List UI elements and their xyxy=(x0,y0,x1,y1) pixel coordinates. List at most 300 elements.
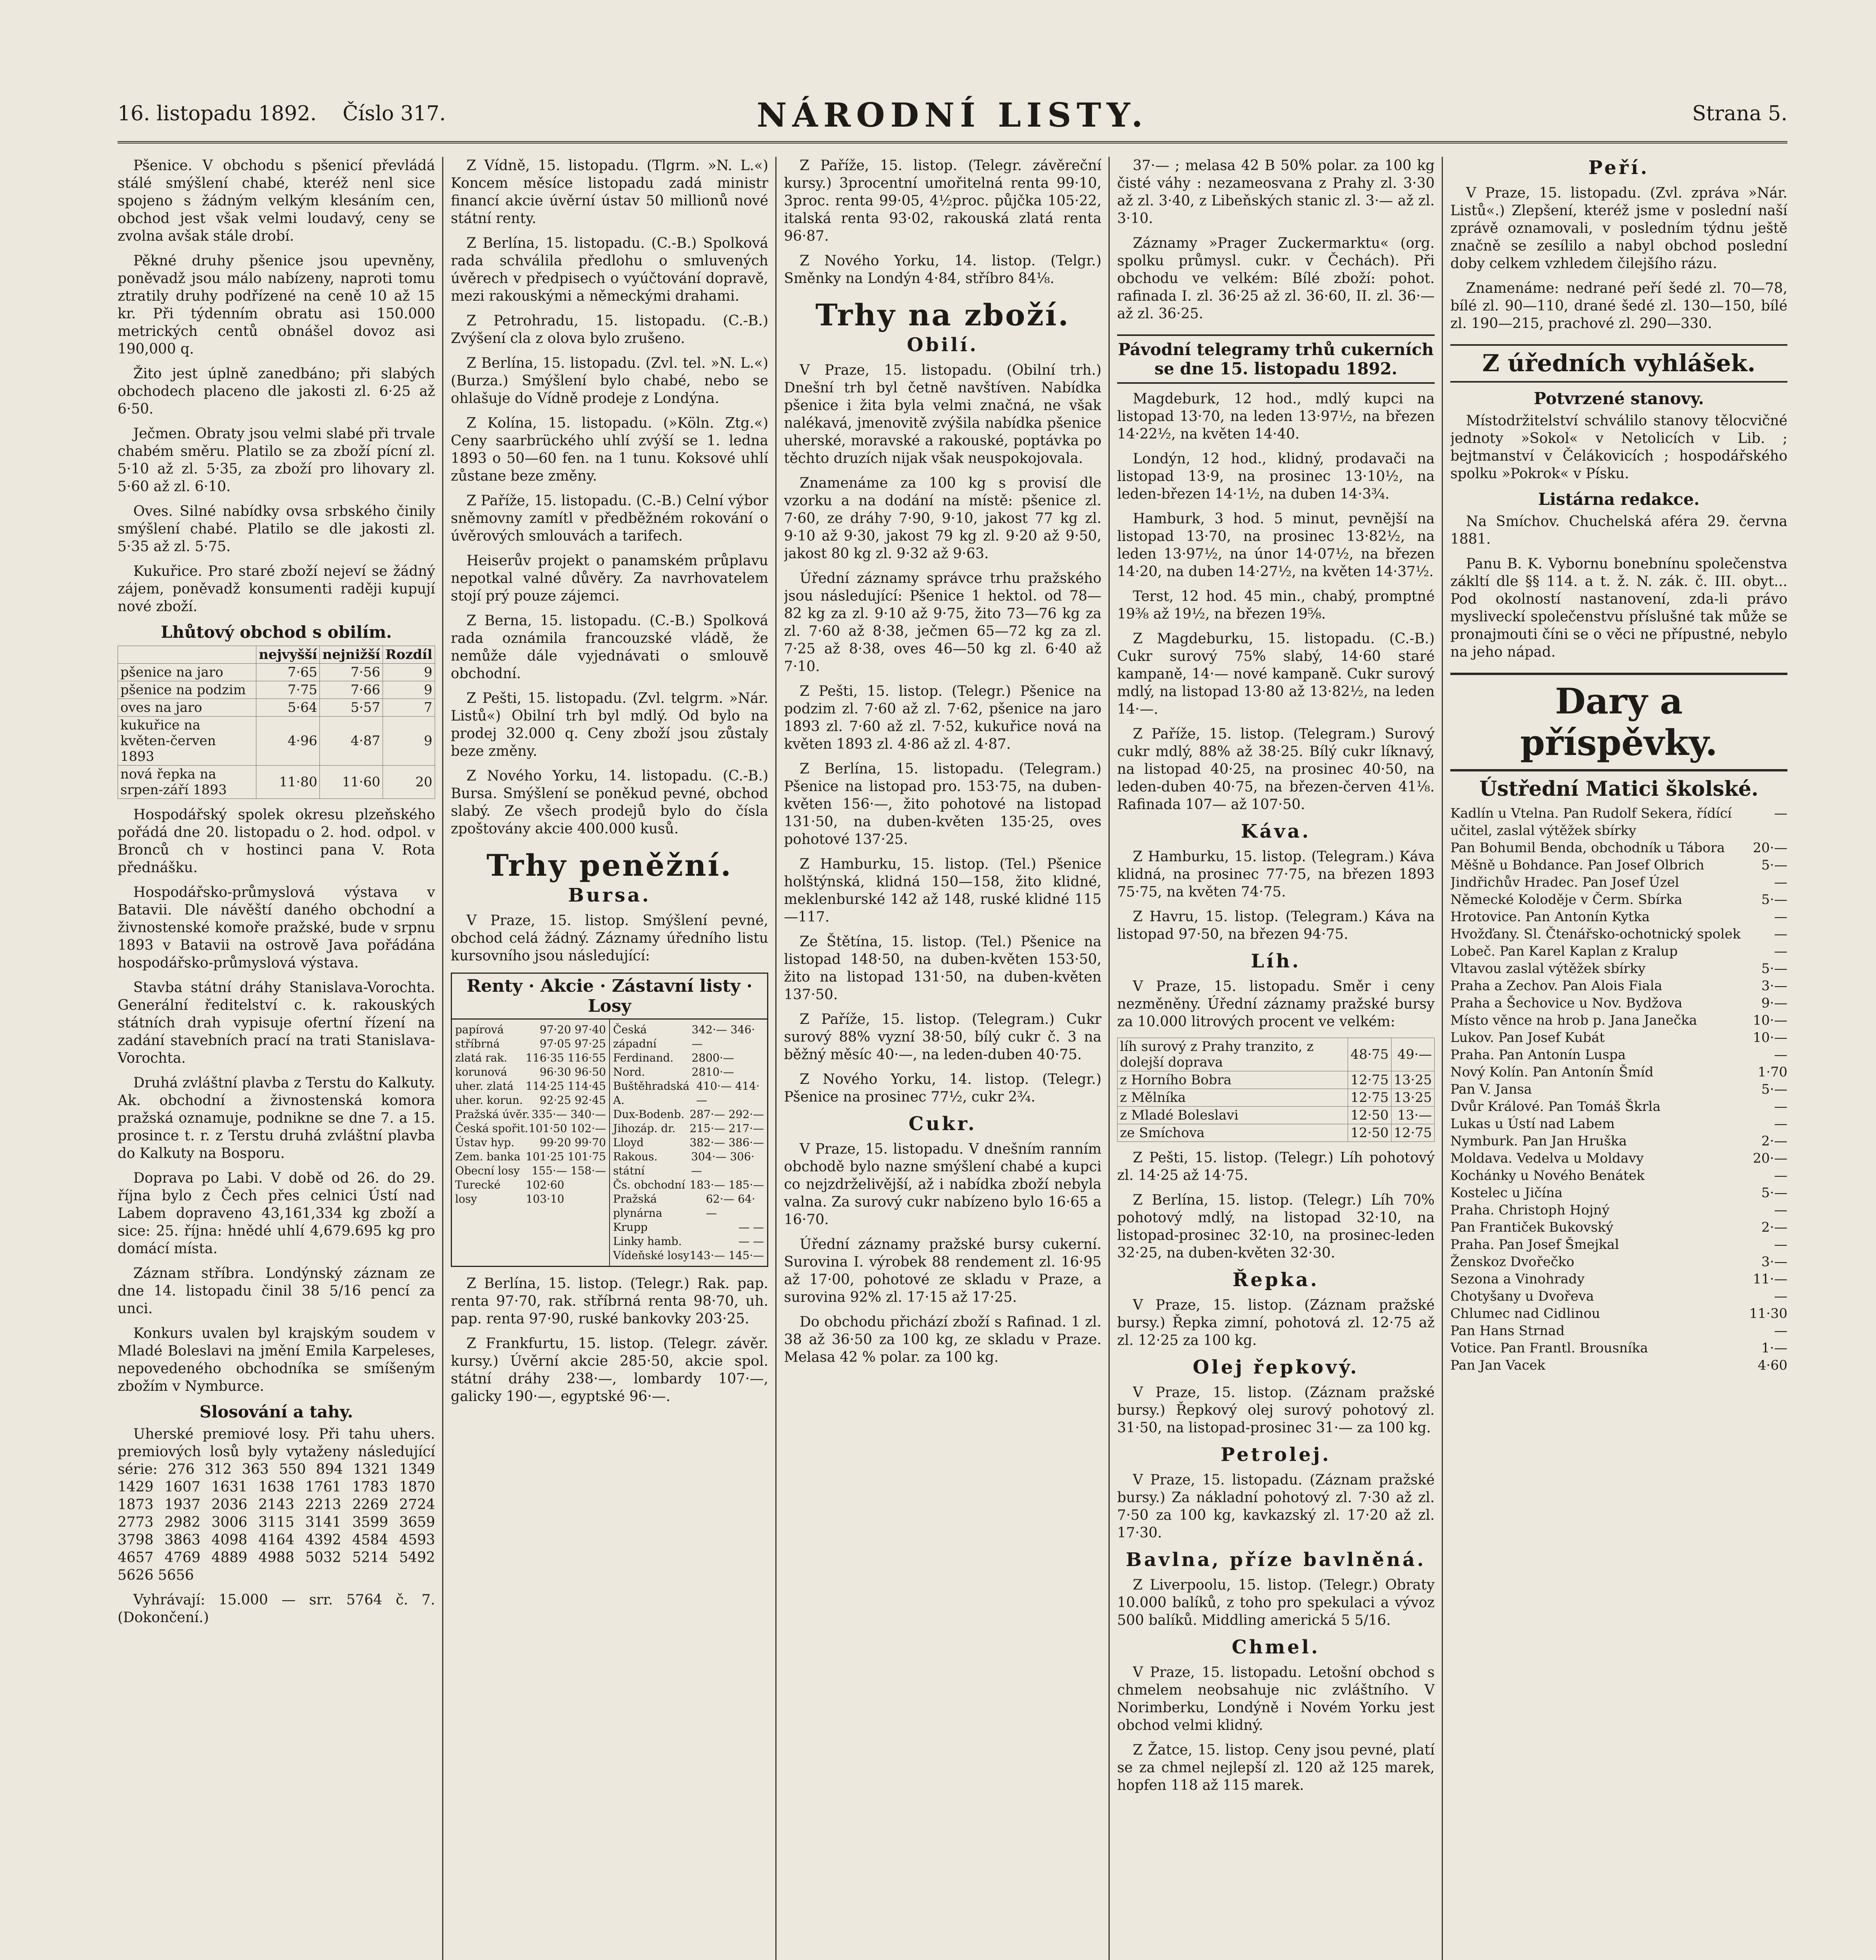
table-cell: 9 xyxy=(383,664,435,681)
article-paragraph: Z Paříže, 15. listop. (Telegram.) Surový cukr mdlý, 88% až 38·25. Bílý cukr líknavý, na listopad 40·25, na prosinec 40·50, na leden-duben 40·75, na březen-červen 41⅛. Rafinada 107— až 107·50. xyxy=(1117,726,1435,813)
stock-table-left xyxy=(452,1020,610,1266)
stock-name: uher. korun. xyxy=(455,1094,523,1107)
article-paragraph: Žito jest úplně zanedbáno; při slabých obchodech placeno dle jakosti zl. 6·25 až 6·50. xyxy=(118,366,435,417)
section-subheading: Chmel. xyxy=(1232,1636,1320,1658)
stock-name: Turecké losy xyxy=(455,1178,501,1205)
donor-text: Moldava. Vedelva u Moldavy xyxy=(1450,1151,1644,1166)
table-cell: 9 xyxy=(383,717,435,766)
table-row xyxy=(118,681,435,699)
stock-price: 155·— 158·— xyxy=(532,1164,606,1177)
stock-price: 342·— 346·— xyxy=(691,1023,755,1050)
donation-row xyxy=(1450,926,1787,943)
donation-amount: 10·— xyxy=(1753,1013,1787,1028)
donation-amount: 5·— xyxy=(1761,857,1787,873)
stock-price: 99·20 99·70 xyxy=(539,1136,606,1149)
stock-row xyxy=(455,1164,606,1178)
issue-number: Číslo 317. xyxy=(342,102,446,125)
table-cell: 13·— xyxy=(1391,1107,1434,1124)
donor-text: Místo věnce na hrob p. Jana Janečka xyxy=(1450,1013,1697,1028)
stock-name: korunová xyxy=(455,1065,507,1078)
donation-row xyxy=(1450,874,1787,891)
donor-text: Praha a Šechovice u Nov. Bydžova xyxy=(1450,995,1682,1011)
donation-row xyxy=(1450,960,1787,977)
stock-name: Dux-Bodenb. xyxy=(613,1108,685,1121)
table-row xyxy=(1118,1071,1435,1089)
table-cell: pšenice na jaro xyxy=(118,664,256,681)
article-paragraph: Magdeburk, 12 hod., mdlý kupci na listopad 13·70, na leden 13·97½, na březen 14·22½, na květen 14·40. xyxy=(1117,391,1435,442)
donation-amount: 2·— xyxy=(1761,1220,1787,1235)
table-cell: 7·66 xyxy=(320,681,383,699)
page-number: Strana 5. xyxy=(1692,102,1787,125)
donation-amount: 5·— xyxy=(1761,961,1787,976)
donation-amount: 5·— xyxy=(1761,1185,1787,1201)
boxed-heading: Pávodní telegramy trhů cukerních se dne 15. listopadu 1892. xyxy=(1117,334,1435,384)
stock-row xyxy=(455,1093,606,1107)
article-paragraph: Ječmen. Obraty jsou velmi slabé při trvale chabém směru. Platilo se za zboží pícní zl. 5·10 až zl. 5·35, za zboží pro lihovary zl. 5·60 až zl. 6·10. xyxy=(118,426,435,495)
section-subheading: Obilí. xyxy=(907,334,979,356)
article-paragraph: Z Havru, 15. listop. (Telegram.) Káva na listopad 97·50, na březen 94·75. xyxy=(1117,909,1435,942)
article-paragraph: Záznamy »Prager Zuckermarktu« (org. spolku průmysl. cukr. v Čechách). Při obchodu ve velkém: Bílé zboží: pohot. rafinada I. zl. 36·25 až zl. 36·60, II. zl. 36·— až zl. 36·25. xyxy=(1117,235,1435,322)
table-row xyxy=(1118,1038,1435,1071)
article-paragraph: V Praze, 15. listopadu. V dnešním ranním obchodě bylo nazne smýšlení chabé a kupci co nejzdrželivější, až i nabídka zboží nebyla valna. Za surový cukr nabízeno bylo 16·65 a 16·70. xyxy=(784,1141,1101,1228)
donation-amount: 10·— xyxy=(1753,1030,1787,1045)
donation-row xyxy=(1450,1081,1787,1098)
table-header-cell: Rozdíl xyxy=(383,646,435,664)
donor-text: Praha a Zechov. Pan Alois Fiala xyxy=(1450,978,1662,994)
donation-amount: — xyxy=(1774,1202,1787,1218)
section-subheading: Káva. xyxy=(1241,820,1311,842)
donation-amount: 9·— xyxy=(1761,995,1787,1011)
donation-amount: — xyxy=(1774,1168,1787,1183)
donation-amount: 1·70 xyxy=(1758,1064,1787,1080)
column-divider xyxy=(1442,157,1443,1960)
stock-price: 183·— 185·— xyxy=(689,1178,764,1191)
table-cell: líh surový z Prahy tranzito, z dolejší doprava xyxy=(1118,1038,1348,1071)
article-paragraph: V Praze, 15. listopadu. (Záznam pražské bursy.) Za nákladní pohotový zl. 7·30 až zl. 7·50 za 100 kg, kavkazský zl. 17·20 až zl. 17·30. xyxy=(1117,1472,1435,1541)
article-paragraph: Pšenice. V obchodu s pšenicí převládá stálé smýšlení chabé, kteréž nenl sice spojeno s žádným velkým klesáním cen, obchod jest však velmi loudavý, ceny se zvolna avšak stále drobí. xyxy=(118,158,435,244)
section-subheading: Listárna redakce. xyxy=(1538,490,1700,509)
article-paragraph: Z Berlína, 15. listopadu. (Telegram.) Pšenice na listopad pro. 153·75, na duben-květen 156·—, žito pohotové na listopad 131·50, na duben-květen 135·25, oves pohotové 137·25. xyxy=(784,761,1101,848)
article-paragraph: Z Petrohradu, 15. listopadu. (C.-B.) Zvýšení cla z olova bylo zrušeno. xyxy=(451,313,768,347)
stock-price: 116·35 116·55 xyxy=(526,1051,606,1064)
donation-row xyxy=(1450,977,1787,995)
table-cell: 4·96 xyxy=(256,717,320,766)
table-cell: 4·87 xyxy=(320,717,383,766)
article-paragraph: 37·— ; melasa 42 B 50% polar. za 100 kg čisté váhy : nezameosvana z Prahy zl. 3·30 až zl. 3·40, z Libeňských stanic zl. 3·— až zl. 3·10. xyxy=(1117,158,1435,227)
stock-name: papírová xyxy=(455,1023,504,1036)
table-cell: pšenice na podzim xyxy=(118,681,256,699)
donation-row xyxy=(1450,908,1787,926)
donation-row xyxy=(1450,1270,1787,1288)
donation-row xyxy=(1450,1184,1787,1201)
donation-amount: 4·60 xyxy=(1758,1357,1787,1373)
stock-row xyxy=(613,1220,764,1234)
article-paragraph: Ze Štětína, 15. listop. (Tel.) Pšenice na listopad 148·50, na duben-květen 153·50, žito na listopad 131·50, na duben-květen 137·50. xyxy=(784,934,1101,1003)
article-paragraph: Hospodářský spolek okresu plzeňského pořádá dne 20. listopadu o 2. hod. odpol. v Bronců ch v hostinci pana V. Rota přednášku. xyxy=(118,807,435,876)
article-paragraph: Záznam stříbra. Londýnský záznam ze dne 14. listopadu činil 38 5/16 pencí za unci. xyxy=(118,1265,435,1317)
donation-row xyxy=(1450,857,1787,874)
stock-row xyxy=(455,1023,606,1037)
stock-name: stříbrná xyxy=(455,1037,500,1050)
column-3 xyxy=(784,157,1101,1960)
donation-amount: — xyxy=(1774,926,1787,942)
section-subheading: Olej řepkový. xyxy=(1192,1356,1359,1378)
stock-price: 304·— 306·— xyxy=(691,1150,755,1177)
table-header-cell: nejvyšší xyxy=(256,646,320,664)
stock-exchange-table xyxy=(451,973,768,1267)
article-paragraph: Z Berna, 15. listopadu. (C.-B.) Spolková rada oznámila francouzské vládě, že nemůže dále vyjednávati o smlouvě obchodní. xyxy=(451,613,768,682)
donor-text: Kadlín u Vtelna. Pan Rudolf Sekera, řídící učitel, zaslal výtěžek sbírky xyxy=(1450,806,1732,838)
donor-text: Chotyšany u Dvořeva xyxy=(1450,1289,1594,1304)
table-cell: kukuřice na květen-červen 1893 xyxy=(118,717,256,766)
donation-amount: — xyxy=(1774,1237,1787,1252)
section-subheading: Cukr. xyxy=(909,1113,977,1135)
stock-row xyxy=(455,1079,606,1093)
donation-row xyxy=(1450,1115,1787,1132)
article-paragraph: Z Pešti, 15. listop. (Telegr.) Pšenice na podzim zl. 7·60 až zl. 7·62, pšenice na jaro 1893 zl. 7·60 až zl. 7·52, kukuřice nová na květen 1893 zl. 4·86 až zl. 4·87. xyxy=(784,683,1101,752)
donor-text: Lukov. Pan Josef Kubát xyxy=(1450,1030,1605,1045)
donation-amount: 3·— xyxy=(1761,1254,1787,1270)
article-paragraph: Konkurs uvalen byl krajským soudem v Mladé Boleslavi na jmění Emila Karpeleses, nepovedeného obchodníka se smíšeným zbožím v Nymburce. xyxy=(118,1325,435,1394)
donation-amount: 20·— xyxy=(1753,840,1787,856)
donor-text: Vltavou zaslal výtěžek sbírky xyxy=(1450,961,1646,976)
table-cell: 12·50 xyxy=(1348,1124,1391,1142)
stock-row xyxy=(613,1178,764,1192)
column-5 xyxy=(1450,157,1787,1960)
donation-amount: 1·— xyxy=(1761,1340,1787,1356)
spirits-price-table xyxy=(1117,1038,1435,1142)
article-paragraph: Z Paříže, 15. listop. (Telegram.) Cukr surový 88% vyzní 38·50, bílý cukr č. 3 na běžný měsíc 40·—, na leden-duben 40·75. xyxy=(784,1011,1101,1063)
stock-price: 143·— 145·— xyxy=(689,1249,764,1262)
stock-row xyxy=(613,1192,764,1220)
donor-text: Lobeč. Pan Karel Kaplan z Kralup xyxy=(1450,944,1678,959)
section-subheading: Lhůtový obchod s obilím. xyxy=(161,622,392,642)
donor-text: Chlumec nad Cidlinou xyxy=(1450,1306,1600,1321)
donor-text: Hrotovice. Pan Antonín Kytka xyxy=(1450,909,1650,925)
article-paragraph: Z Kolína, 15. listopadu. (»Köln. Ztg.«) Ceny saarbrückého uhlí zvýší se 1. ledna 1893 o 50—60 fen. na 1 tunu. Koksové uhlí zůstane beze změny. xyxy=(451,415,768,484)
stock-name: Obecní losy xyxy=(455,1164,520,1177)
table-cell: 49·— xyxy=(1391,1038,1434,1071)
donor-text: Votice. Pan Frantl. Brousníka xyxy=(1450,1340,1648,1356)
article-paragraph: Heiserův projekt o panamském průplavu nepotkal valné důvěry. Za navrhovatelem stojí prý pouze zájemci. xyxy=(451,553,768,604)
stock-name: Rakous. státní xyxy=(613,1150,658,1177)
stock-row xyxy=(613,1051,764,1079)
stock-name: Ústav hyp. xyxy=(455,1136,515,1149)
donor-text: Kostelec u Jičína xyxy=(1450,1185,1563,1201)
grain-futures-table xyxy=(118,646,435,799)
column-2 xyxy=(451,157,768,1960)
donation-row xyxy=(1450,839,1787,857)
donation-amount: 11·— xyxy=(1753,1271,1787,1287)
donation-amount: — xyxy=(1774,1289,1787,1304)
section-subheading: Petrolej. xyxy=(1221,1444,1331,1466)
table-cell: 11·80 xyxy=(256,766,320,799)
donation-row xyxy=(1450,1046,1787,1063)
stock-row xyxy=(613,1249,764,1263)
donor-text: Nový Kolín. Pan Antonín Šmíd xyxy=(1450,1064,1654,1080)
article-paragraph: Z Berlína, 15. listop. (Telegr.) Líh 70% pohotový mdlý, na listopad 32·10, na listopad-prosinec 32·10, na prosinec-leden 32·25, na duben-květen 32·30. xyxy=(1117,1192,1435,1261)
stock-row xyxy=(613,1079,764,1107)
stock-name: Vídeňské losy xyxy=(613,1249,689,1262)
section-subheading: Potvrzené stanovy. xyxy=(1533,389,1704,408)
article-paragraph: Oves. Silné nabídky ovsa srbského činily smýšlení chabé. Platilo se dle jakosti zl. 5·35 až zl. 5·75. xyxy=(118,503,435,555)
donation-amount: — xyxy=(1774,806,1787,821)
article-paragraph: Do obchodu přichází zboží s Rafinad. 1 zl. 38 až 36·50 za 100 kg, ze skladu v Praze. Melasa 42 % polar. za 100 kg. xyxy=(784,1314,1101,1365)
table-cell: 12·75 xyxy=(1348,1071,1391,1089)
stock-row xyxy=(455,1051,606,1065)
stock-row xyxy=(613,1023,764,1051)
donation-amount: 2·— xyxy=(1761,1133,1787,1149)
article-paragraph: Z Paříže, 15. listopadu. (C.-B.) Celní výbor sněmovny zamítl v předběžném rokování o úvěrových smlouvách a tarifech. xyxy=(451,493,768,544)
article-paragraph: Znamenáme za 100 kg s provisí dle vzorku a na dodání na místě: pšenice zl. 7·60, ze dráhy 7·90, 9·10, jakost 77 kg zl. 9·10 až 9·30, jakost 79 kg zl. 9·20 až 9·50, jakost 80 kg zl. 9·32 až 9·63. xyxy=(784,475,1101,562)
table-cell: 12·75 xyxy=(1348,1089,1391,1107)
article-paragraph: Znamenáme: nedrané peří šedé zl. 70—78, bílé zl. 90—110, drané šedé zl. 130—150, bílé zl. 190—215, prachové zl. 290—330. xyxy=(1450,280,1787,332)
article-paragraph: Úřední záznamy pražské bursy cukerní. Surovina I. výrobek 88 rendement zl. 16·95 až 17·00, pohotové ze skladu v Praze, a surovina 92% zl. 17·15 až 17·25. xyxy=(784,1236,1101,1305)
table-row xyxy=(1118,1124,1435,1142)
stock-price: 215·— 217·— xyxy=(689,1122,764,1135)
table-cell: 7 xyxy=(383,699,435,717)
article-paragraph: Místodržitelství schválilo stanovy tělocvičné jednoty »Sokol« v Netolicích v Lib. ; bejtmanství v Čelákovicích ; hospodářského spolku »Pokrok« v Písku. xyxy=(1450,413,1787,482)
article-paragraph: Z Liverpoolu, 15. listop. (Telegr.) Obraty 10.000 balíků, z toho pro spekulaci a vývoz 500 balíků. Middling americká 5 5/16. xyxy=(1117,1577,1435,1628)
article-paragraph: Z Berlína, 15. listopadu. (C.-B.) Spolková rada schválila předlohu o smluvených úvěrech v předpisech o vyúčtování dopravě, mezi rakouskými a německými drahami. xyxy=(451,235,768,304)
stock-name: Česká západní xyxy=(613,1023,657,1050)
article-paragraph: V Praze, 15. listop. (Záznam pražské bursy.) Řepka zimní, pohotová zl. 12·75 až zl. 12·25 za 100 kg. xyxy=(1117,1297,1435,1348)
donor-text: Hvožďany. Sl. Čtenářsko-ochotnický spolek xyxy=(1450,926,1741,942)
stock-row xyxy=(613,1150,764,1178)
donation-row xyxy=(1450,943,1787,960)
table-row xyxy=(118,664,435,681)
stock-name: Zem. banka xyxy=(455,1150,521,1163)
donation-row xyxy=(1450,1150,1787,1167)
table-row xyxy=(1118,1089,1435,1107)
stock-row xyxy=(455,1037,606,1051)
donation-amount: — xyxy=(1774,1099,1787,1114)
donation-row xyxy=(1450,1167,1787,1184)
table-cell: 13·25 xyxy=(1391,1071,1434,1089)
stock-name: Linky hamb. xyxy=(613,1235,682,1248)
stock-price: 410·— 414·— xyxy=(696,1080,760,1107)
stock-price: 335·— 340·— xyxy=(532,1108,606,1121)
table-row xyxy=(118,717,435,766)
page-header xyxy=(118,94,1787,143)
article-paragraph: Z Nového Yorku, 14. listop. (Telegr.) Pšenice na prosinec 77½, cukr 2¾. xyxy=(784,1071,1101,1105)
donation-row xyxy=(1450,1236,1787,1253)
table-row xyxy=(118,699,435,717)
stock-price: 101·50 102·— xyxy=(528,1122,606,1135)
donation-row xyxy=(1450,1288,1787,1305)
column-divider xyxy=(775,157,777,1960)
stock-row xyxy=(455,1107,606,1122)
section-subheading: Ústřední Matici školské. xyxy=(1479,777,1758,801)
stock-name: Ferdinand. Nord. xyxy=(613,1051,674,1078)
donation-amount: — xyxy=(1774,1323,1787,1339)
stock-row xyxy=(455,1150,606,1164)
donation-row xyxy=(1450,1012,1787,1029)
article-paragraph: Na Smíchov. Chuchelská aféra 29. června 1881. xyxy=(1450,514,1787,547)
table-header-cell xyxy=(118,646,256,664)
lottery-result: Vyhrávají: 15.000 — srr. 5764 č. 7. (Dokončení.) xyxy=(118,1592,435,1626)
article-paragraph: Z Magdeburku, 15. listopadu. (C.-B.) Cukr surový 75% slabý, 14·60 staré kampaně, 14·— nové kampaně. Cukr surový mdlý, na listopad 13·80 až 13·82½, na leden 14·—. xyxy=(1117,631,1435,717)
stock-price: 97·20 97·40 xyxy=(539,1023,606,1036)
donation-row xyxy=(1450,1063,1787,1081)
stock-row xyxy=(455,1136,606,1150)
donations-list xyxy=(1450,805,1787,1374)
article-paragraph: Pěkné druhy pšenice jsou upevněny, poněvadž jsou málo nabízeny, naproti tomu ztratily druhy podřízené na ceně 10 až 15 kr. Při týdenním obratu asi 150.000 metrických centů obnášel dovoz asi 190,000 q. xyxy=(118,253,435,357)
stock-name: uher. zlatá xyxy=(455,1080,514,1093)
stock-row xyxy=(613,1122,764,1136)
stock-name: Buštěhradská A. xyxy=(613,1080,689,1107)
stock-price: 382·— 386·— xyxy=(689,1136,764,1149)
stock-price: 287·— 292·— xyxy=(689,1108,764,1121)
column-divider xyxy=(442,157,443,1960)
stock-row xyxy=(455,1065,606,1079)
table-cell: 5·64 xyxy=(256,699,320,717)
donor-text: Kochánky u Nového Benátek xyxy=(1450,1168,1645,1183)
table-cell: nová řepka na srpen-září 1893 xyxy=(118,766,256,799)
article-paragraph: Z Berlína, 15. listopadu. (Zvl. tel. »N. L.«) (Burza.) Smýšlení bylo chabé, nebo se ohlašuje do Vídně prodeje z Londýna. xyxy=(451,355,768,407)
donation-row xyxy=(1450,1132,1787,1150)
stock-row xyxy=(613,1107,764,1122)
section-heading: Trhy peněžní. xyxy=(486,848,733,883)
donor-text: Praha. Pan Josef Šmejkal xyxy=(1450,1237,1619,1252)
donation-row xyxy=(1450,995,1787,1012)
column-1 xyxy=(118,157,435,1960)
stock-name: zlatá rak. xyxy=(455,1051,508,1064)
article-paragraph: Z Žatce, 15. listop. Ceny jsou pevné, platí se za chmel nejlepší zl. 120 až 125 marek, hopfen 118 až 115 marek. xyxy=(1117,1742,1435,1793)
article-paragraph: Panu B. K. Vybornu bonebnínu společenstva zákltí dle §§ 114. a t. ž. N. zák. č. III. obyt... Pod okolností nastanovení, zda-li právo mysliveckí společenstvu příslušné tak může se pronajmouti číni se o věci ne přípustné, nebylo na jeho nápad. xyxy=(1450,556,1787,660)
table-cell: z Mělníka xyxy=(1118,1089,1348,1107)
donor-text: Pan Frantiček Bukovský xyxy=(1450,1220,1613,1235)
donation-amount: 5·— xyxy=(1761,1082,1787,1097)
donor-text: Jindřichův Hradec. Pan Josef Úzel xyxy=(1450,875,1679,890)
article-paragraph: V Praze, 15. listop. Smýšlení pevné, obchod celá žádný. Záznamy úředního listu kursovního jsou následující: xyxy=(451,913,768,964)
section-subheading: Peří. xyxy=(1588,157,1649,179)
article-paragraph: Z Frankfurtu, 15. listop. (Telegr. závěr. kursy.) Úvěrní akcie 285·50, akcie spol. státní dráhy 238·—, lombardy 107·—, galicky 190·—, egyptské 96·—. xyxy=(451,1336,768,1405)
stock-price: 92·25 92·45 xyxy=(539,1094,606,1107)
table-row xyxy=(1118,1107,1435,1124)
section-subheading: Slosování a tahy. xyxy=(200,1402,353,1421)
stock-name: Krupp xyxy=(613,1221,648,1234)
article-paragraph: Druhá zvláštní plavba z Terstu do Kalkuty. Ak. obchodní a živnostenská komora pražská oznamuje, podnikne se dne 7. a 15. prosince t. r. z Terstu druhá zvláštní plavba do Kalkuty na Bosporu. xyxy=(118,1075,435,1161)
table-cell: 5·57 xyxy=(320,699,383,717)
donor-text: Lukas u Ústí nad Labem xyxy=(1450,1116,1615,1132)
donation-row xyxy=(1450,1029,1787,1046)
column-4 xyxy=(1117,157,1435,1960)
stock-price: — — xyxy=(738,1235,764,1248)
article-paragraph: Z Vídně, 15. listopadu. (Tlgrm. »N. L.«) Koncem měsíce listopadu zadá ministr financí akcie úvěrní ústav 50 millionů nové státní renty. xyxy=(451,158,768,227)
article-paragraph: Z Pešti, 15. listopadu. (Zvl. telgrm. »Nár. Listů«) Obilní trh byl mdlý. Od bylo na prodej 32.000 q. Ceny zboží jsou zůstaly beze změny. xyxy=(451,690,768,759)
donation-amount: 11·30 xyxy=(1749,1306,1787,1321)
table-cell: 12·75 xyxy=(1391,1124,1434,1142)
table-cell: 20 xyxy=(383,766,435,799)
section-subheading: Líh. xyxy=(1251,950,1301,972)
boxed-heading: Z úředních vyhlášek. xyxy=(1450,344,1787,383)
article-paragraph: Z Berlína, 15. listop. (Telegr.) Rak. pap. renta 97·70, rak. stříbrná renta 98·70, uh. pap. renta 97·90, ruské bankovky 203·25. xyxy=(451,1276,768,1327)
lottery-numbers: Uherské premiové losy. Při tahu uhers. premiových losů byly vytaženy následující série: 276 312 363 550 894 1321 1349 1429 1607 1631 1638 1761 1783 1870 1873 1937 2036 2143 2213 2269 2724 2773 2982 3006 3115 3141 3599 3659 3798 3863 4098 4164 4392 4584 4593 4657 4769 4889 4988 5032 5214 5492 5626 5656 xyxy=(118,1426,435,1583)
table-cell: 13·25 xyxy=(1391,1089,1434,1107)
donor-text: Praha. Christoph Hojný xyxy=(1450,1202,1610,1218)
donation-row xyxy=(1450,1322,1787,1339)
donation-row xyxy=(1450,1253,1787,1270)
stock-row xyxy=(455,1178,606,1206)
stock-price: 97·05 97·25 xyxy=(539,1037,606,1050)
table-cell: 48·75 xyxy=(1348,1038,1391,1071)
table-cell: 7·75 xyxy=(256,681,320,699)
stock-price: 62·— 64·— xyxy=(706,1192,755,1220)
section-subheading: Bavlna, příze bavlněná. xyxy=(1126,1549,1426,1571)
stock-price: 96·30 96·50 xyxy=(539,1065,606,1078)
donation-amount: — xyxy=(1774,944,1787,959)
stock-row xyxy=(613,1234,764,1249)
donation-row xyxy=(1450,1339,1787,1357)
donation-row xyxy=(1450,1201,1787,1219)
donor-text: Praha. Pan Antonín Luspa xyxy=(1450,1047,1626,1063)
table-cell: z Horního Bobra xyxy=(1118,1071,1348,1089)
article-paragraph: Z Pešti, 15. listop. (Telegr.) Líh pohotový zl. 14·25 až 14·75. xyxy=(1117,1150,1435,1183)
table-cell: ze Smíchova xyxy=(1118,1124,1348,1142)
donation-row xyxy=(1450,1098,1787,1115)
donor-text: Měšně u Bohdance. Pan Josef Olbrich xyxy=(1450,857,1704,873)
article-paragraph: Úřední záznamy správce trhu pražského jsou následující: Pšenice 1 hektol. od 78—82 kg za zl. 9·10 až 9·75, žito 73—76 kg za zl. 7·60 až 8·38, ječmen 65—72 kg za zl. 7·25 až 8·38, oves 46—50 kg zl. 6·40 až 7·10. xyxy=(784,570,1101,675)
article-paragraph: V Praze, 15. listopadu. (Zvl. zpráva »Nár. Listů«.) Zlepšení, kteréž jsme v poslední naší zprávě oznamovali, v posledním týdnu ještě značně se zesílilo a nabyl obchod poslední doby celkem vzhledem čilejšího rázu. xyxy=(1450,185,1787,272)
stock-name: Lloyd xyxy=(613,1136,644,1149)
table-cell: 12·50 xyxy=(1348,1107,1391,1124)
donor-text: Nymburk. Pan Jan Hruška xyxy=(1450,1133,1627,1149)
section-heading: Trhy na zboží. xyxy=(815,298,1070,332)
article-paragraph: Z Paříže, 15. listop. (Telegr. závěreční kursy.) 3procentní umořitelná renta 99·10, 3proc. renta 99·05, 4½proc. půjčka 105·22, italská renta 93·02, rakouská zlatá renta 96·87. xyxy=(784,158,1101,244)
donations-heading: Dary a příspěvky. xyxy=(1450,673,1787,771)
article-paragraph: V Praze, 15. listopadu. Směr i ceny nezměněny. Úřední záznamy pražské bursy za 10.000 litrových procent ve velkém: xyxy=(1117,978,1435,1030)
table-row xyxy=(118,766,435,799)
donation-row xyxy=(1450,1219,1787,1236)
donation-amount: — xyxy=(1774,875,1787,890)
donor-text: Dvůr Králové. Pan Tomáš Škrla xyxy=(1450,1099,1661,1114)
donor-text: Pan V. Jansa xyxy=(1450,1082,1532,1097)
stock-price: 101·25 101·75 xyxy=(526,1150,606,1163)
stock-name: Jihozáp. dr. xyxy=(613,1122,676,1135)
donation-row xyxy=(1450,1357,1787,1374)
donation-row xyxy=(1450,805,1787,839)
article-paragraph: Z Nového Yorku, 14. listop. (Telgr.) Směnky na Londýn 4·84, stříbro 84⅛. xyxy=(784,253,1101,287)
donation-amount: — xyxy=(1774,1116,1787,1132)
donor-text: Pan Hans Strnad xyxy=(1450,1323,1565,1339)
masthead-title: NÁRODNÍ LISTY. xyxy=(757,96,1148,134)
article-paragraph: Z Nového Yorku, 14. listopadu. (C.-B.) Bursa. Smýšlení se poněkud pevné, obchod slabý. Ze všech prodejů bylo do čísla zpoštovány akcie 400.000 kusů. xyxy=(451,768,768,837)
donor-text: Pan Jan Vacek xyxy=(1450,1357,1546,1373)
table-cell: z Mladé Boleslavi xyxy=(1118,1107,1348,1124)
article-paragraph: Z Hamburku, 15. listop. (Telegram.) Káva klidná, na prosinec 77·75, na březen 1893 75·75, na květen 74·75. xyxy=(1117,849,1435,900)
donor-text: Sezona a Vinohrady xyxy=(1450,1271,1585,1287)
stock-name: Čs. obchodní xyxy=(613,1178,685,1191)
table-cell: 7·65 xyxy=(256,664,320,681)
stock-price: 102·60 103·10 xyxy=(526,1178,564,1205)
stock-row xyxy=(613,1136,764,1150)
donation-amount: — xyxy=(1774,1047,1787,1063)
donor-text: Německé Koloděje v Čerm. Sbírka xyxy=(1450,892,1682,907)
article-paragraph: Stavba státní dráhy Stanislava-Vorochta. Generální ředitelství c. k. rakouských státních drah vypisuje ofertní řízení na zadání stavebních prací na trati Stanislava-Vorochta. xyxy=(118,980,435,1066)
article-paragraph: Hospodářsko-průmyslová výstava v Batavii. Dle návěští daného obchodní a živnostenské komoře pražské, bude v srpnu 1893 v Batavii na ostrově Java pořádána hospodářsko-průmyslová výstava. xyxy=(118,884,435,971)
table-cell: 7·56 xyxy=(320,664,383,681)
table-cell: 11·60 xyxy=(320,766,383,799)
stock-table-right xyxy=(610,1020,767,1266)
stock-table-header: Renty · Akcie · Zástavní listy · Losy xyxy=(452,974,767,1020)
stock-name: Česká spořit. xyxy=(455,1122,528,1135)
stock-price: 2800·— 2810·— xyxy=(691,1051,734,1078)
article-paragraph: V Praze, 15. listopadu. Letošní obchod s chmelem neobsahuje nic zvláštního. V Norimberku, Londýně i Novém Yorku jest obchod velmi klidný. xyxy=(1117,1664,1435,1733)
article-paragraph: Z Hamburku, 15. listop. (Tel.) Pšenice holštýnská, klidná 150—158, žito klidné, meklenburské 142 až 148, ruské klidné 115—117. xyxy=(784,856,1101,925)
stock-name: Pražská plynárna xyxy=(613,1192,662,1220)
section-subheading: Řepka. xyxy=(1232,1269,1319,1291)
